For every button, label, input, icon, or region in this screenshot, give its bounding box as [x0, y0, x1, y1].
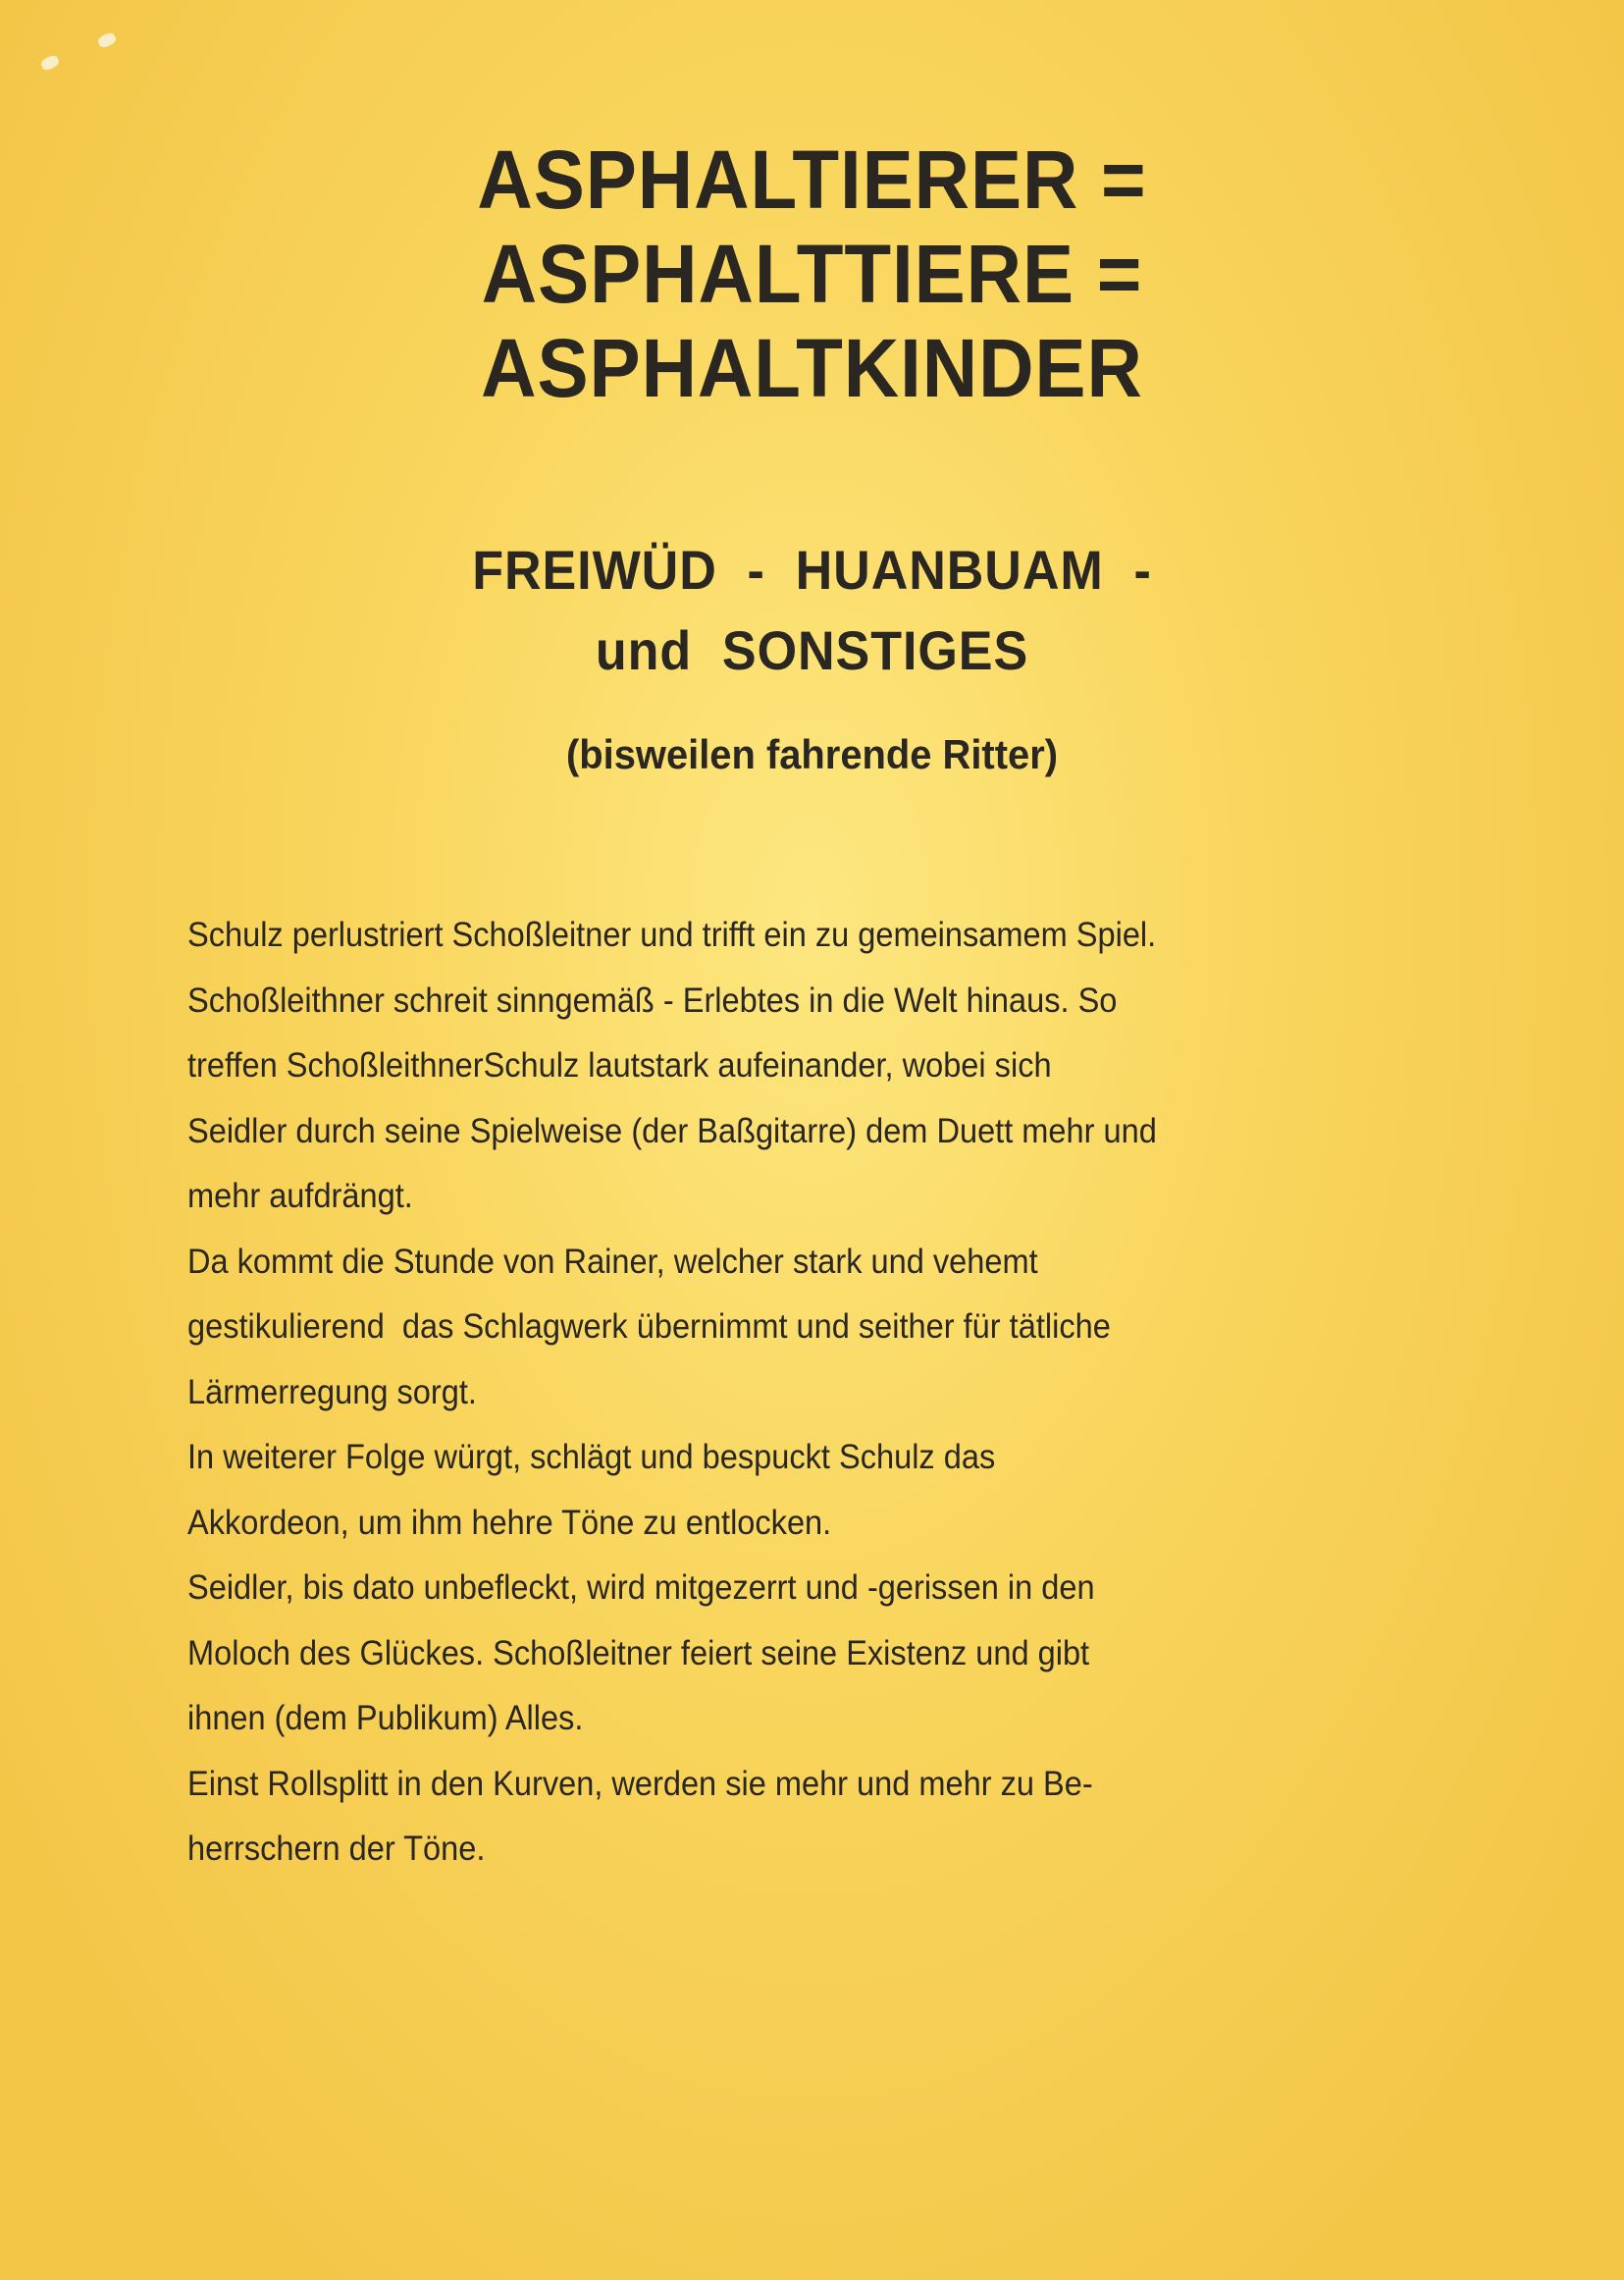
body-line: mehr aufdrängt. [187, 1177, 413, 1215]
body-line: In weiterer Folge würgt, schlägt und bespuckt Schulz das [187, 1438, 996, 1476]
subtitle-line: und SONSTIGES [595, 619, 1029, 681]
body-line: herrschern der Töne. [187, 1829, 486, 1868]
body-line: Akkordeon, um ihm hehre Töne zu entlocken. [187, 1503, 832, 1542]
body-line: Schoßleithner schreit sinngemäß - Erlebtes in die Welt hinaus. So [187, 981, 1118, 1020]
body-paragraph [187, 903, 1404, 1882]
parenthetical-subtitle: (bisweilen fahrende Ritter) [565, 731, 1059, 777]
title-line: ASPHALTKINDER [481, 322, 1143, 414]
title-line: ASPHALTTIERE = [481, 228, 1143, 320]
subtitle [0, 530, 1624, 691]
punch-hole-mark [96, 31, 117, 49]
body-line: Da kommt die Stunde von Rainer, welcher stark und vehemt [187, 1242, 1038, 1281]
body-line: gestikulierend das Schlagwerk übernimmt und seither für tätliche [187, 1307, 1111, 1346]
subtitle-line: FREIWÜD - HUANBUAM - [472, 539, 1152, 601]
title-line: ASPHALTIERER = [477, 133, 1147, 226]
body-line: Seidler durch seine Spielweise (der Baßgitarre) dem Duett mehr und [187, 1111, 1157, 1150]
body-line: Schulz perlustriert Schoßleitner und trifft ein zu gemeinsamem Spiel. [187, 916, 1157, 954]
body-line: Seidler, bis dato unbefleckt, wird mitgezerrt und -gerissen in den [187, 1568, 1095, 1607]
punch-hole-mark [39, 54, 60, 72]
body-line: Einst Rollsplitt in den Kurven, werden sie mehr und mehr zu Be- [187, 1764, 1093, 1803]
body-line: Moloch des Glückes. Schoßleitner feiert seine Existenz und gibt [187, 1633, 1090, 1672]
main-title [0, 133, 1624, 415]
body-line: Lärmerregung sorgt. [187, 1372, 477, 1411]
body-line: ihnen (dem Publikum) Alles. [187, 1699, 584, 1737]
body-line: treffen SchoßleithnerSchulz lautstark aufeinander, wobei sich [187, 1046, 1052, 1085]
